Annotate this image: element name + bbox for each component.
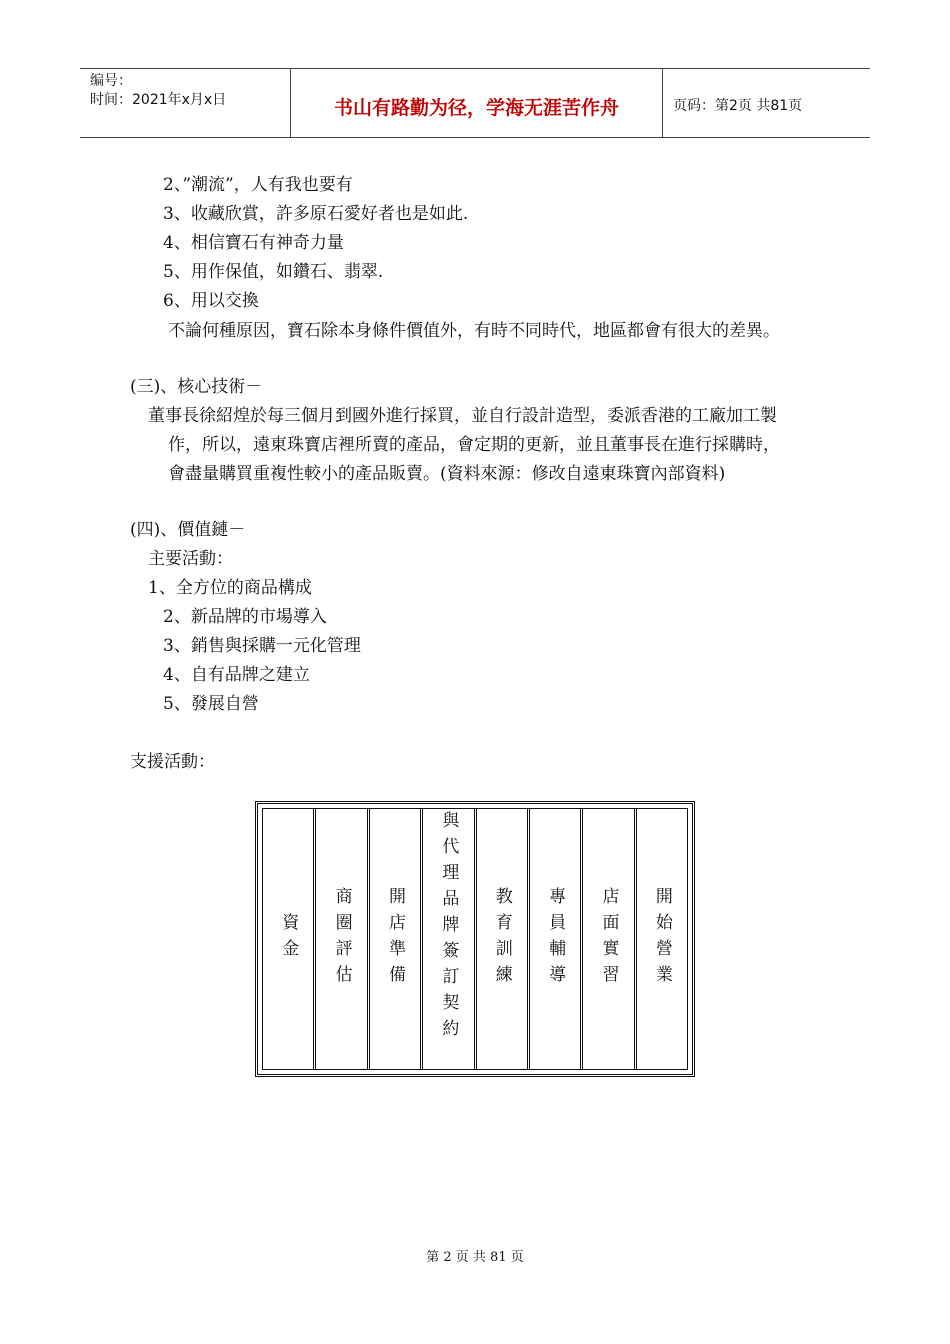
- primary-activity-item: 5、發展自營: [163, 694, 259, 714]
- section4-heading: (四)、價值鏈－: [130, 520, 246, 540]
- page-footer: 第 2 页 共 81 页: [426, 1250, 524, 1265]
- support-column-label: 開始營業: [651, 887, 672, 991]
- reason-item: 6、用以交換: [163, 291, 259, 311]
- document-time-label: 时间：2021年x月x日: [90, 92, 227, 108]
- support-column: [263, 809, 313, 1069]
- support-column: [420, 809, 473, 1069]
- support-activities-label: 支援活動：: [130, 752, 215, 772]
- primary-activity-item: 4、自有品牌之建立: [163, 665, 310, 685]
- support-column: [313, 809, 366, 1069]
- support-column-label: 與代理品牌簽訂契約: [438, 811, 459, 1045]
- support-column-label: 專員輔導: [545, 887, 566, 991]
- support-column-label: 店面實習: [598, 887, 619, 991]
- support-activities-diagram: [255, 801, 695, 1077]
- header-page-number: 页码：第2页 共81页: [673, 98, 803, 114]
- reason-item: 3、收藏欣賞，許多原石愛好者也是如此.: [163, 204, 469, 224]
- reasons-summary: 不論何種原因，寶石除本身條件價值外，有時不同時代，地區都會有很大的差異。: [168, 321, 780, 341]
- support-column: [367, 809, 420, 1069]
- support-column-label: 商圈評估: [331, 887, 352, 991]
- support-column: [527, 809, 580, 1069]
- primary-activity-item: 1、全方位的商品構成: [148, 578, 312, 598]
- section3-paragraph-line: 作，所以，遠東珠寶店裡所賣的產品，會定期的更新，並且董事長在進行採購時，: [168, 435, 780, 455]
- support-column: [474, 809, 527, 1069]
- support-column-label: 開店準備: [384, 887, 405, 991]
- section3-paragraph-line: 會盡量購買重複性較小的產品販賣。(資料來源：修改自遠東珠寶內部資料): [168, 464, 726, 484]
- reason-item: 5、用作保值，如鑽石、翡翠.: [163, 262, 384, 282]
- reason-item: 2、”潮流”，人有我也要有: [163, 175, 353, 195]
- support-column: [580, 809, 633, 1069]
- primary-activities-label: 主要活動：: [148, 549, 233, 569]
- support-column-label: 教育訓練: [491, 887, 512, 991]
- header-motto: 书山有路勤为径，学海无涯苦作舟: [291, 69, 663, 137]
- support-column: [634, 809, 687, 1069]
- support-column-label: 資金: [278, 913, 299, 965]
- section3-heading: (三)、核心技術－: [130, 377, 263, 397]
- document-number-label: 编号：: [90, 73, 132, 89]
- primary-activity-item: 2、新品牌的市場導入: [163, 607, 327, 627]
- primary-activity-item: 3、銷售與採購一元化管理: [163, 636, 361, 656]
- reason-item: 4、相信寶石有神奇力量: [163, 233, 344, 253]
- section3-paragraph-line: 董事長徐紹煌於每三個月到國外進行採買，並自行設計造型，委派香港的工廠加工製: [148, 406, 777, 426]
- header-meta: [80, 69, 291, 137]
- page-header: [80, 68, 870, 138]
